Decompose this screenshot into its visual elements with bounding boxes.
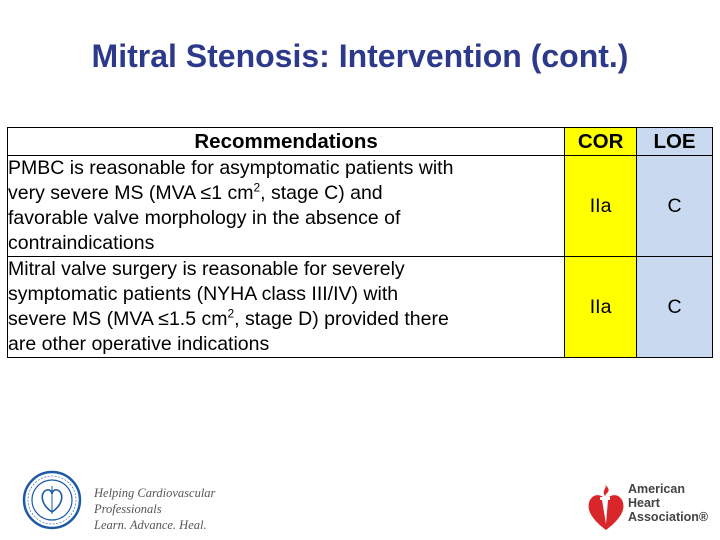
- table-row: [8, 257, 713, 358]
- text-line: PMBC is reasonable for asymptomatic patients with: [8, 157, 454, 179]
- text-line: severe MS (MVA ≤1.5 $cm^2$, stage D) provided there: [8, 306, 449, 330]
- cor-value: IIa: [565, 257, 637, 358]
- header-loe: LOE: [637, 128, 713, 156]
- text-line: Mitral valve surgery is reasonable for severely: [8, 258, 405, 280]
- aha-heart-torch-icon: [586, 478, 626, 534]
- text-line: are other operative indications: [8, 333, 270, 355]
- text-line: very severe MS (MVA ≤1 $cm^2$, stage C) and: [8, 180, 383, 204]
- text-line: symptomatic patients (NYHA class III/IV) with: [8, 283, 399, 305]
- aha-footer-logo: [586, 478, 714, 534]
- acc-tagline: Helping Cardiovascular Professionals Learn. Advance. Heal.: [94, 486, 216, 532]
- recommendation-text: [8, 257, 565, 358]
- cor-value: IIa: [565, 156, 637, 257]
- acc-footer-logo: [22, 470, 282, 532]
- acc-seal-icon: [22, 470, 82, 530]
- text-line: contraindications: [8, 232, 155, 254]
- header-cor: COR: [565, 128, 637, 156]
- loe-value: C: [637, 257, 713, 358]
- loe-value: C: [637, 156, 713, 257]
- aha-wordmark: American Heart Association®: [628, 482, 709, 524]
- recommendation-text: [8, 156, 565, 257]
- table-header-row: [8, 128, 713, 156]
- slide-title: Mitral Stenosis: Intervention (cont.): [91, 38, 629, 74]
- text-line: favorable valve morphology in the absence of: [8, 207, 401, 229]
- recommendations-table: [7, 127, 713, 358]
- table-row: [8, 156, 713, 257]
- header-recommendations: Recommendations: [8, 128, 565, 156]
